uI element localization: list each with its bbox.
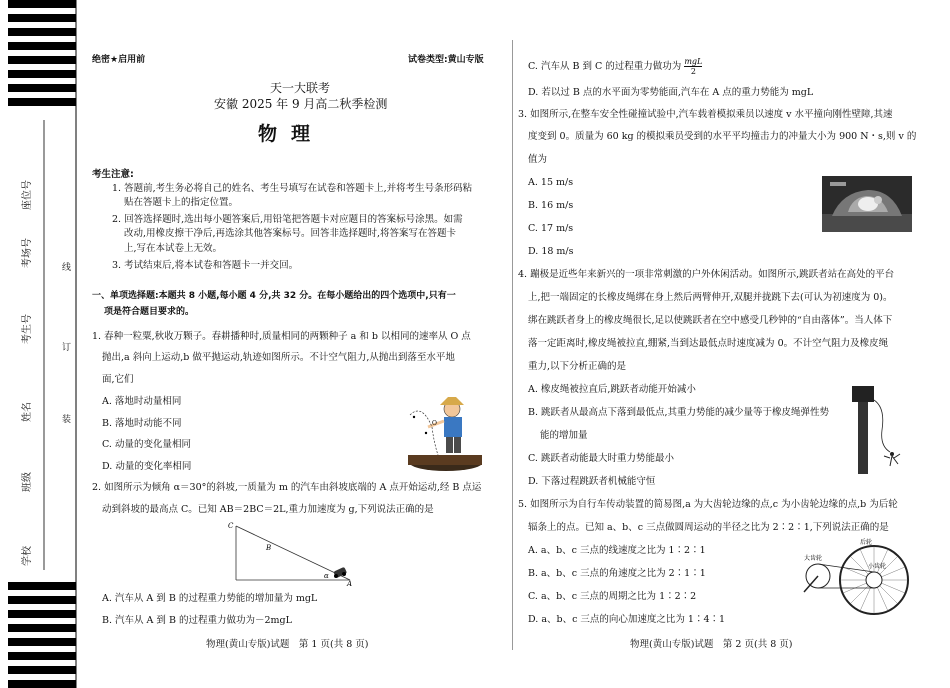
q3-stem: 3. 如图所示,在整车安全性碰撞试验中,汽车载着模拟乘员以速度 v 水平撞向刚性壁障,其速 — [518, 109, 893, 120]
q4-option-c: C. 跳跃者动能最大时重力势能最小 — [528, 453, 674, 464]
svg-text:O: O — [432, 420, 437, 427]
exam-name: 天一大联考 — [270, 81, 331, 95]
q3-option-d: D. 18 m/s — [528, 246, 574, 257]
q2-stem: 动到斜坡的最高点 C。已知 AB＝2BC＝2L,重力加速度为 g,下列说法正确的是 — [102, 504, 434, 515]
left-page-footer: 物理(黄山专版)试题 第 1 页(共 8 页) — [206, 639, 369, 650]
section1-heading-cont: 项是符合题目要求的。 — [104, 307, 195, 317]
q4-option-b: B. 跳跃者从最高点下落到最低点,其重力势能的减少量等于橡皮绳弹性势 — [528, 407, 830, 418]
section1-heading: 一、单项选择题:本题共 8 小题,每小题 4 分,共 32 分。在每小题给出的四个选项中,只有一 — [92, 291, 456, 301]
class-field: 班级 — [22, 472, 33, 492]
bicycle-transmission-figure — [778, 534, 910, 628]
q3-option-c: C. 17 m/s — [528, 223, 574, 234]
notes-title: 考生注意: — [92, 169, 134, 180]
q4-stem: 落一定距离时,橡皮绳被拉直,绷紧,当到达最低点时速度减为 0。不计空气阻力及橡皮绳 — [528, 338, 889, 349]
point-a-label: A — [347, 580, 353, 586]
seat-number-field: 座位号 — [22, 180, 33, 210]
exam-title: 安徽 2025 年 9 月高二秋季检测 — [214, 97, 388, 111]
exam-room-field: 考场号 — [22, 238, 33, 268]
q4-option-a: A. 橡皮绳被拉直后,跳跃者动能开始减小 — [528, 384, 696, 395]
q4-stem: 绑在跳跃者身上的橡皮绳很长,足以使跳跃者在空中感受几秒钟的“自由落体”。当人体下 — [528, 315, 893, 326]
q4-stem: 4. 蹦极是近些年来新兴的一项非常刺激的户外休闲活动。如图所示,跳跃者站在高处的平台 — [518, 269, 895, 280]
crash-test-photo — [822, 176, 912, 232]
alpha-label: α — [324, 572, 329, 580]
big-gear-label: 大齿轮 — [804, 555, 823, 562]
q5-option-a: A. a、b、c 三点的线速度之比为 1∶2∶1 — [528, 545, 706, 556]
q2-option-d: D. 若以过 B 点的水平面为零势能面,汽车在 A 点的重力势能为 mgL — [528, 87, 814, 98]
q3-stem: 度变到 0。质量为 60 kg 的模拟乘员受到的水平平均撞击力的冲量大小为 900 N・s,则 v 的 — [528, 131, 917, 142]
q3-option-a: A. 15 m/s — [528, 177, 574, 188]
bungee-figure — [850, 384, 910, 476]
rear-wheel-label: 后轮 — [860, 539, 873, 546]
q1-option-c: C. 动量的变化量相同 — [102, 439, 191, 450]
binding-mark-bind: 装 — [62, 415, 72, 425]
q3-option-b: B. 16 m/s — [528, 200, 574, 211]
q3-stem: 值为 — [528, 154, 548, 165]
slope-figure — [222, 520, 356, 586]
q4-option-d: D. 下落过程跳跃者机械能守恒 — [528, 476, 656, 487]
student-number-field: 考生号 — [22, 314, 33, 344]
q1-option-d: D. 动量的变化率相同 — [102, 461, 192, 472]
fraction-denominator: 2 — [690, 67, 696, 76]
note-line: 改动,用橡皮擦干净后,再选涂其他答案标号。回答非选择题时,将答案写在答题卡 — [124, 228, 457, 239]
q5-stem: 5. 如图所示为自行车传动装置的简易图,a 为大齿轮边缘的点,c 为小齿轮边缘的点,b 为后轮 — [518, 499, 898, 510]
q1-option-a: A. 落地时动量相同 — [102, 396, 182, 407]
right-page — [512, 0, 950, 688]
name-field: 姓名 — [22, 402, 33, 422]
q2-option-c — [528, 57, 702, 76]
fraction — [684, 57, 702, 76]
q2-option-a: A. 汽车从 A 到 B 的过程重力势能的增加量为 mgL — [102, 593, 318, 604]
right-page-footer: 物理(黄山专版)试题 第 2 页(共 8 页) — [630, 639, 793, 650]
note-line: 贴在答题卡上的指定位置。 — [124, 197, 239, 208]
point-b-label: B — [266, 544, 272, 552]
q5-option-c: C. a、b、c 三点的周期之比为 1∶2∶2 — [528, 591, 697, 602]
q2-stem: 2. 如图所示为倾角 α＝30°的斜坡,一质量为 m 的汽车由斜坡底端的 A 点开始运动,经 B 点运 — [92, 482, 482, 493]
small-gear-label: 小齿轮 — [868, 563, 887, 570]
binding-mark-order: 订 — [62, 343, 72, 353]
fraction-numerator: mgL — [684, 57, 703, 66]
note-line: 3. 考试结束后,将本试卷和答题卡一并交回。 — [112, 260, 299, 271]
q1-option-b: B. 落地时动能不同 — [102, 418, 182, 429]
note-line: 上,写在本试卷上无效。 — [124, 243, 223, 254]
q5-stem: 辐条上的点。已知 a、b、c 三点做圆周运动的半径之比为 2∶2∶1,下列说法正确的是 — [528, 522, 889, 533]
binding-mark-line: 线 — [62, 263, 72, 273]
q1-stem: 抛出,a 斜向上运动,b 做平抛运动,轨迹如图所示。不计空气阻力,从抛出到落至水平地 — [102, 352, 455, 363]
point-c-label: C — [228, 522, 234, 530]
q5-option-d: D. a、b、c 三点的向心加速度之比为 1∶4∶1 — [528, 614, 726, 625]
q1-stem: 面,它们 — [102, 374, 134, 385]
secret-label: 绝密★启用前 — [92, 55, 146, 65]
note-line: 1. 答题前,考生务必将自己的姓名、考生号填写在试卷和答题卡上,并将考生号条形码粘 — [112, 183, 473, 194]
q5-option-b: B. a、b、c 三点的角速度之比为 2∶1∶1 — [528, 568, 706, 579]
subject-title: 物理 — [258, 123, 325, 145]
note-line: 2. 回答选择题时,选出每小题答案后,用铅笔把答题卡对应题目的答案标号涂黑。如需 — [112, 214, 463, 225]
q2-option-c-text: C. 汽车从 B 到 C 的过程重力做功为 — [528, 61, 682, 72]
q4-stem: 上,把一端固定的长橡皮绳绑在身上然后两臂伸开,双腿并拢跳下去(可认为初速度为 0)。 — [528, 292, 893, 303]
q1-stem: 1. 春种一粒粟,秋收万颗子。春耕播种时,质量相同的两颗种子 a 和 b 以相同的速率从 O 点 — [92, 331, 471, 342]
q4-option-b-cont: 能的增加量 — [540, 430, 588, 441]
school-field: 学校 — [22, 546, 33, 566]
q2-option-b: B. 汽车从 A 到 B 的过程重力做功为－2mgL — [102, 615, 292, 626]
farmer-sowing-figure — [404, 393, 484, 473]
q4-stem: 重力,以下分析正确的是 — [528, 361, 627, 372]
paper-type-label: 试卷类型:黄山专版 — [408, 55, 484, 65]
